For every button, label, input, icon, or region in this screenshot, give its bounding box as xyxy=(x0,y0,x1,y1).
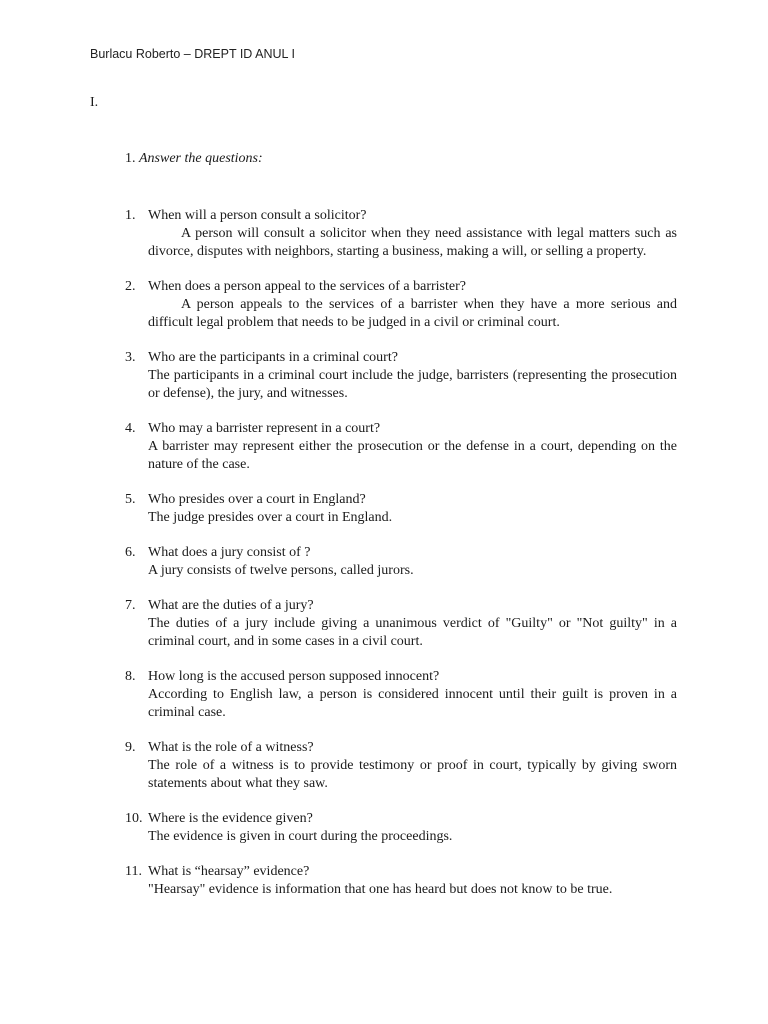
question-text: How long is the accused person supposed innocent? xyxy=(148,669,440,684)
question-item xyxy=(125,597,677,651)
answer-text: A person appeals to the services of a barrister when they have a more serious and difficult legal problem that needs to be judged in a civil or criminal court. xyxy=(148,297,677,330)
document-header: Burlacu Roberto – DREPT ID ANUL I xyxy=(90,47,295,61)
question-number: 4. xyxy=(125,421,136,436)
answer-text: The judge presides over a court in England. xyxy=(148,510,393,525)
question-number: 1. xyxy=(125,208,136,223)
answer-text: The duties of a jury include giving a unanimous verdict of "Guilty" or "Not guilty" in a criminal court, and in some cases in a civil court. xyxy=(148,616,677,649)
question-text: When does a person appeal to the services of a barrister? xyxy=(148,279,466,294)
answer-text: "Hearsay" evidence is information that one has heard but does not know to be true. xyxy=(148,882,613,897)
exercise-instruction: Answer the questions: xyxy=(139,151,263,166)
question-item xyxy=(125,544,677,580)
question-text: What are the duties of a jury? xyxy=(148,598,314,613)
answer-text: A jury consists of twelve persons, called jurors. xyxy=(148,563,414,578)
question-item xyxy=(125,491,677,527)
question-item xyxy=(125,207,677,261)
question-text: When will a person consult a solicitor? xyxy=(148,208,367,223)
answer-text: A person will consult a solicitor when they need assistance with legal matters such as divorce, disputes with neighbors, starting a business, making a will, or selling a property. xyxy=(148,226,677,259)
question-number: 3. xyxy=(125,350,136,365)
question-number: 2. xyxy=(125,279,136,294)
question-number: 9. xyxy=(125,740,136,755)
question-text: What is “hearsay” evidence? xyxy=(148,864,310,879)
question-item xyxy=(125,420,677,474)
answer-text: A barrister may represent either the prosecution or the defense in a court, depending on the nature of the case. xyxy=(148,439,677,472)
question-number: 7. xyxy=(125,598,136,613)
answer-text: The evidence is given in court during the proceedings. xyxy=(148,829,453,844)
question-item xyxy=(125,863,677,899)
question-number: 11. xyxy=(125,864,142,879)
question-text: What is the role of a witness? xyxy=(148,740,314,755)
exercise-title xyxy=(125,151,263,167)
question-text: Who presides over a court in England? xyxy=(148,492,366,507)
question-text: Who are the participants in a criminal court? xyxy=(148,350,398,365)
question-number: 6. xyxy=(125,545,136,560)
question-item xyxy=(125,739,677,793)
question-text: Who may a barrister represent in a court? xyxy=(148,421,381,436)
question-number: 10. xyxy=(125,811,143,826)
section-number: I. xyxy=(90,95,99,110)
question-item xyxy=(125,668,677,722)
exercise-number: 1. xyxy=(125,151,136,166)
question-number: 5. xyxy=(125,492,136,507)
question-number: 8. xyxy=(125,669,136,684)
question-text: What does a jury consist of ? xyxy=(148,545,311,560)
question-item xyxy=(125,349,677,403)
answer-text: The participants in a criminal court include the judge, barristers (representing the prosecution or defense), the jury, and witnesses. xyxy=(148,368,677,401)
answer-text: According to English law, a person is considered innocent until their guilt is proven in a criminal case. xyxy=(148,687,677,720)
question-text: Where is the evidence given? xyxy=(148,811,313,826)
question-item xyxy=(125,278,677,332)
question-item xyxy=(125,810,677,846)
answer-text: The role of a witness is to provide testimony or proof in court, typically by giving sworn statements about what they saw. xyxy=(148,758,677,791)
question-list xyxy=(125,207,677,916)
